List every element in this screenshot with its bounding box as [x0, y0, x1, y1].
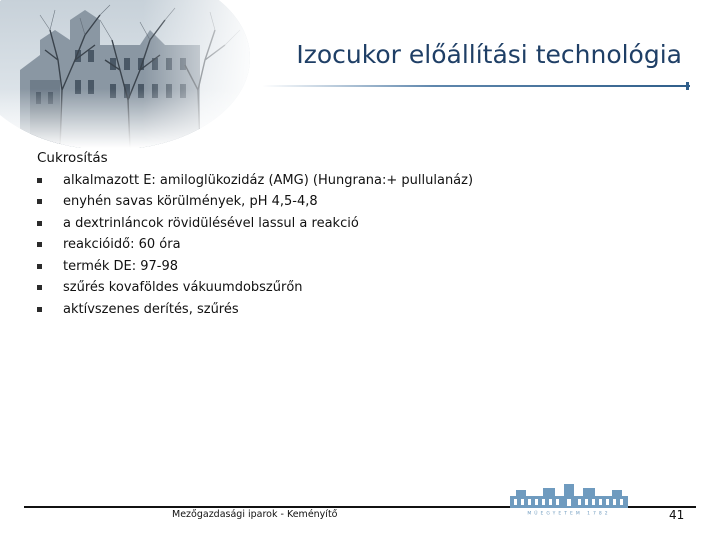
header-building-photo — [0, 0, 260, 148]
bullet-text: a dextrinláncok rövidülésével lassul a reakció — [63, 215, 359, 231]
title-underline — [262, 85, 690, 87]
square-bullet-icon — [37, 199, 42, 204]
bullet-text: aktívszenes derítés, szűrés — [63, 301, 239, 317]
slide-title: Izocukor előállítási technológia — [296, 40, 682, 69]
square-bullet-icon — [37, 242, 42, 247]
square-bullet-icon — [37, 307, 42, 312]
logo-caption: MŰEGYETEM 1782 — [527, 511, 611, 516]
square-bullet-icon — [37, 221, 42, 226]
bullet-text: szűrés kovaföldes vákuumdobszűrőn — [63, 280, 303, 295]
square-bullet-icon — [37, 285, 42, 290]
section-heading: Cukrosítás — [37, 150, 108, 166]
bullet-text: termék DE: 97-98 — [63, 258, 179, 274]
bullet-item — [37, 299, 677, 321]
bullet-item — [37, 256, 677, 278]
bullet-text: reakcióidő: 60 óra — [63, 237, 181, 252]
slide-content — [37, 148, 677, 320]
bullet-item — [37, 170, 677, 192]
title-underline-cap — [686, 82, 689, 90]
university-logo — [508, 484, 630, 516]
bullet-item — [37, 191, 677, 213]
page-number: 41 — [669, 508, 685, 522]
square-bullet-icon — [37, 264, 42, 269]
bullet-text: enyhén savas körülmények, pH 4,5-4,8 — [63, 194, 318, 209]
bullet-item — [37, 277, 677, 299]
bullet-text: alkalmazott E: amiloglükozidáz (AMG) (Hungrana:+ pullulanáz) — [63, 172, 474, 188]
square-bullet-icon — [37, 178, 42, 183]
bullet-item — [37, 234, 677, 256]
bullet-list — [37, 170, 677, 321]
footer-text: Mezőgazdasági iparok - Keményítő — [172, 509, 338, 520]
bullet-item — [37, 213, 677, 235]
